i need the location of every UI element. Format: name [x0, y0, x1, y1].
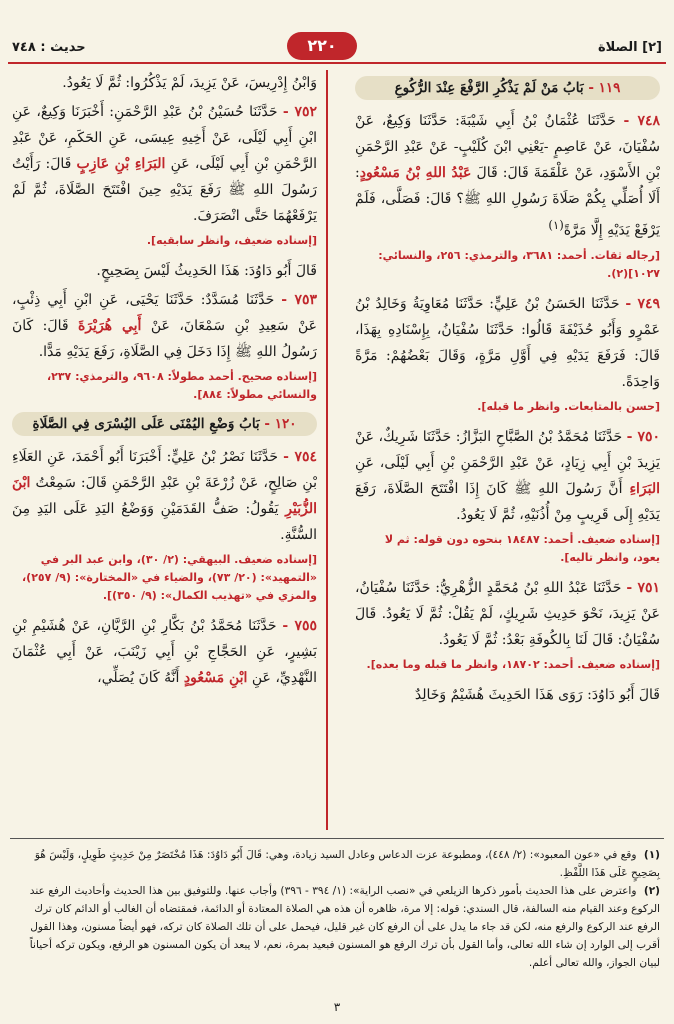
footnote-separator: [10, 838, 664, 839]
hadith-text: حَدَّثَنَا الحَسَنُ بْنُ عَلِيٍّ: حَدَّثَنَا مُعَاوِيَةُ وَخَالِدُ بْنُ عَمْرٍو وَأَبُو حُذَيْفَةَ قَالُوا: حَدَّثَنَا سُفْيَانُ، بِإِسْنَادِهِ بِهَذَا، قَالَ: فَرَفَعَ يَدَيْهِ فِي أَوَّلِ مَرَّةٍ، وَقَالَ بَعْضُهُمْ: مَرَّةً وَاحِدَةً.: [355, 295, 660, 390]
grading-note: [حسن بالمتابعات. وانظر ما قبله].: [477, 399, 660, 413]
narrator-name: البَرَاءِ بْنِ عَازِبٍ: [76, 156, 166, 172]
grading-note: [إسناده ضعيف. أحمد: ١٨٤٨٧ بنحوه دون قوله: ثم لا يعود، وانظر تاليه].: [384, 532, 660, 564]
hadith-number: ٧٤٩ -: [625, 295, 660, 312]
grading-note: [إسناده ضعيف. أحمد: ١٨٧٠٢، وانظر ما قبله وما بعده].: [366, 657, 660, 671]
header-hadith-range: حديث : ٧٤٨: [12, 40, 86, 55]
hadith-750: [355, 424, 660, 528]
hadith-number: ٧٥٣ -: [281, 292, 317, 308]
hadith-754: [12, 444, 317, 548]
hadith-text: يَقُولُ: صَفُّ القَدَمَيْنِ وَوَضْعُ اليَدِ عَلَى اليَدِ مِنَ السُّنَّةِ.: [12, 501, 317, 543]
narrator-name: عَبْدُ اللهِ بْنُ مَسْعُودٍ: [359, 165, 472, 181]
continued-text: وَابْنُ إِدْرِيسَ، عَنْ يَزِيدَ، لَمْ يَذْكُرُوا: ثُمَّ لَا يَعُودُ.: [62, 75, 317, 91]
grading-note: [رجاله ثقات. أحمد: ٣٦٨١، والترمذي: ٢٥٦، والنسائي: ١٠٢٧](٢).: [378, 248, 660, 280]
left-column: [12, 70, 317, 830]
hadith-text: حَدَّثَنَا مُحَمَّدُ بْنُ بَكَّارِ بْنِ الرَّيَّانِ، عَنْ هُشَيْمِ بْنِ بَشِيرٍ، عَنِ الحَجَّاجِ بْنِ أَبِي زَيْنَبَ، عَنْ أَبِي عُثْمَانَ النَّهْدِيِّ، عَنِ: [12, 618, 317, 686]
chapter-number: ١٢٠ -: [264, 416, 297, 432]
hadith-text: أَنَّ رَسُولَ اللهِ ﷺ كَانَ إِذَا افْتَتَحَ الصَّلَاةَ، رَفَعَ يَدَيْهِ إِلَى قَرِيبٍ مِنْ أُذُنَيْهِ، ثُمَّ لَا يَعُودُ.: [355, 480, 660, 523]
hadith-number: ٧٤٨ -: [623, 113, 660, 129]
hadith-text: حَدَّثَنَا نَصْرُ بْنُ عَلِيٍّ: أَخْبَرَنَا أَبُو أَحْمَدَ، عَنِ العَلَاءِ بْنِ صَالِحٍ، عَنْ زُرْعَةَ بْنِ عَبْدِ الرَّحْمَنِ قَالَ: سَمِعْتُ: [12, 449, 317, 491]
narrator-name: البَرَاءِ: [629, 480, 660, 497]
hadith-text: حَدَّثَنَا مُسَدَّدٌ: حَدَّثَنَا يَحْيَى، عَنِ ابْنِ أَبِي ذِئْبٍ، عَنْ سَعِيدِ بْنِ سَمْعَانَ، عَنْ: [12, 292, 317, 334]
abu-dawud-comment: قَالَ أَبُو دَاوُدَ: هَذَا الحَدِيثُ لَيْسَ بِصَحِيحٍ.: [96, 263, 317, 279]
narrator-name: أَبِي هُرَيْرَةَ: [78, 318, 142, 334]
narrator-name: ابْنِ مَسْعُودٍ: [183, 670, 248, 686]
grading-note: [إسناده ضعيف. البيهقي: (٢/ ٣٠)، وابن عبد البر في «التمهيد»: (٢٠/ ٧٣)، والضياء في «المختارة»: (٩/ ٢٥٧)، والمزي في «تهذيب الكمال»: (٩/ ٣٥٠)].: [22, 553, 317, 602]
page-footer-mark: ٣: [333, 1000, 341, 1014]
chapter-title: بَابُ مَنْ لَمْ يَذْكُرِ الرَّفْعَ عِنْدَ الرُّكُوعِ: [394, 80, 584, 96]
header-chapter: [٢] الصلاة: [597, 40, 662, 55]
hadith-number: ٧٥١ -: [626, 579, 660, 596]
footnote-marker: (٢): [643, 885, 660, 897]
chapter-title: بَابُ وَضْعِ اليُمْنَى عَلَى اليُسْرَى فِي الصَّلَاةِ: [32, 416, 260, 432]
hadith-text: قَالَ: كَانَ رَسُولُ اللهِ ﷺ إِذَا دَخَلَ فِي الصَّلَاةِ، رَفَعَ يَدَيْهِ مَدًّا.: [12, 318, 317, 360]
footnote-text: وقع في «عون المعبود»: (٢/ ٤٤٨)، ومطبوعة عزت الدعاس وعادل السيد زيادة، وهي: قَالَ أَبُو دَاوُدَ: هَذَا مُخْتَصَرٌ مِنْ حَدِيثٍ طَوِيلٍ، وَلَيْسَ هُوَ بِصَحِيحٍ عَلَى هَذَا اللَّفْظِ.: [34, 849, 660, 879]
hadith-752: [12, 99, 317, 229]
hadith-755: [12, 613, 317, 691]
hadith-number: ٧٥٤ -: [283, 449, 317, 465]
narrator-name: ابْنَ الزُّبَيْرِ: [12, 475, 317, 517]
hadith-text: حَدَّثَنَا عُثْمَانُ بْنُ أَبِي شَيْبَةَ: حَدَّثَنَا وَكِيعٌ، عَنْ سُفْيَانَ، عَنْ عَاصِمٍ -يَعْنِي ابْنَ كُلَيْبٍ- عَنْ عَبْدِ الرَّحْمَنِ بْنِ الأَسْوَدِ، عَنْ عَلْقَمَةَ قَالَ: قَالَ: [355, 113, 660, 181]
footnote-2: [14, 882, 660, 972]
footnote-ref: (١): [548, 218, 564, 232]
hadith-number: ٧٥٢ -: [282, 104, 317, 120]
hadith-text: حَدَّثَنَا مُحَمَّدُ بْنُ الصَّبَّاحِ البَزَّازُ: حَدَّثَنَا شَرِيكٌ، عَنْ يَزِيدَ بْنِ أَبِي زِيَادٍ، عَنْ عَبْدِ الرَّحْمَنِ بْنِ أَبِي لَيْلَى، عَنِ: [355, 428, 660, 471]
chapter-120-heading: [12, 412, 317, 436]
hadith-number: ٧٥٠ -: [626, 428, 660, 445]
hadith-text: حَدَّثَنَا حُسَيْنُ بْنُ عَبْدِ الرَّحْمَنِ: أَخْبَرَنَا وَكِيعٌ، عَنِ ابْنِ أَبِي لَيْلَى، عَنْ أَخِيهِ عِيسَى، عَنِ الحَكَمِ، عَنْ عَبْدِ الرَّحْمَنِ بْنِ أَبِي لَيْلَى، عَنِ: [12, 104, 317, 172]
chapter-number: ١١٩ -: [588, 80, 621, 96]
footnote-marker: (١): [643, 849, 660, 861]
footnote-1: [14, 846, 660, 882]
hadith-753: [12, 287, 317, 365]
grading-note: [إسناده ضعيف، وانظر سابقيه].: [146, 234, 317, 247]
hadith-748: [355, 108, 660, 244]
hadith-text: حَدَّثَنَا عَبْدُ اللهِ بْنُ مُحَمَّدٍ الزُّهْرِيُّ: حَدَّثَنَا سُفْيَانُ، عَنْ يَزِيدَ، نَحْوَ حَدِيثِ شَرِيكٍ، لَمْ يَقُلْ: ثُمَّ لَا يَعُودُ. قَالَ سُفْيَانُ: قَالَ لَنَا بِالكُوفَةِ بَعْدُ: ثُمَّ لَا يَعُودُ.: [355, 579, 660, 648]
header-rule: [8, 62, 666, 64]
right-column: [355, 70, 660, 830]
chapter-119-heading: [355, 76, 660, 100]
hadith-number: ٧٥٥ -: [282, 618, 317, 634]
hadith-text: : أَلَا أُصَلِّي بِكُمْ صَلَاةَ رَسُولِ اللهِ ﷺ؟ قَالَ: فَصَلَّى، فَلَمْ يَرْفَعْ يَدَيْهِ إِلَّا مَرَّةً: [355, 165, 660, 239]
grading-note: [إسناده صحيح. أحمد مطولاً: ٩٦٠٨، والترمذي: ٢٣٧، والنسائي مطولاً: ٨٨٤].: [46, 370, 317, 401]
abu-dawud-comment: قَالَ أَبُو دَاوُدَ: رَوَى هَذَا الحَدِيثَ هُشَيْمٌ وَخَالِدٌ: [414, 686, 660, 703]
hadith-749: [355, 291, 660, 395]
hadith-text: قَالَ: رَأَيْتُ رَسُولَ اللهِ ﷺ رَفَعَ يَدَيْهِ حِينَ افْتَتَحَ الصَّلَاةَ، ثُمَّ لَمْ يَرْفَعْهُمَا حَتَّى انْصَرَفَ.: [12, 156, 317, 224]
hadith-text: أَنَّهُ كَانَ يُصَلِّي،: [97, 670, 180, 686]
hadith-751: [355, 575, 660, 653]
column-divider: [326, 70, 328, 830]
footnote-text: واعترض على هذا الحديث بأمور ذكرها الزيلعي في «نصب الراية»: (١/ ٣٩٤ - ٣٩٦) وأجاب عنها. وللتوفيق بين هذا الحديث وأحاديث الرفع عند الركوع وعند القيام منه السالفة، قال السندي: قوله: إلا مرة، ظاهره أن هذه هي الصلاة المعتادة أو الدائمة، فمقتضاه أن الغالب أو الدائم كان ترك الرفع عند الركوع والرفع منه، لكن قد جاء ما يدل على أن الرفع كان غير قليل، فيحمل على أن تلك الصلاة كان تركه، فهو أيضاً مسنون، وهذا القول أقرب إلى الوارد إن شاء الله تعالى، وأما القول بأن ترك الرفع هو المسنون فبعيد بمرة، نعم، لا يبعد أن يكون المسنون هو الرفع، ويكون تركه أحياناً لبيان الجواز، والله تعالى أعلم.: [29, 885, 660, 969]
header-page-number: ٢٢٠: [287, 32, 357, 60]
